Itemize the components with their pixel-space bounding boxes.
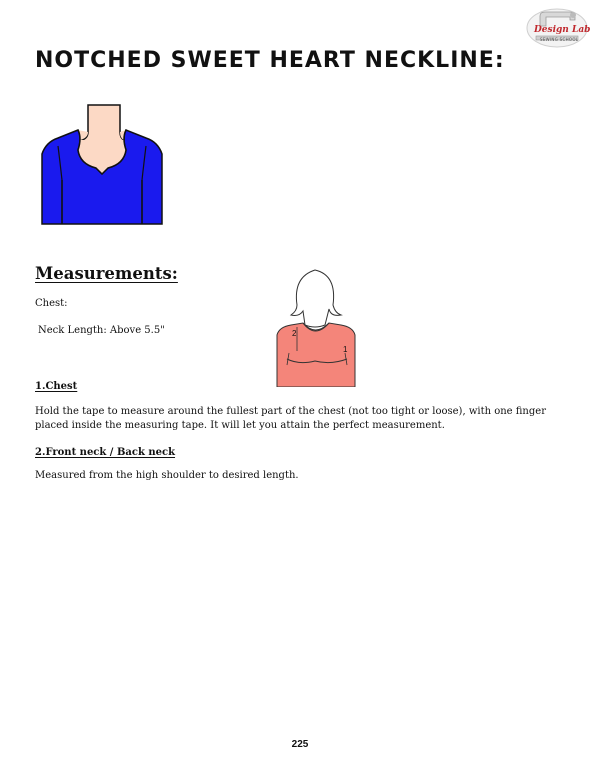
logo-brand-text: Design Lab [534, 25, 591, 35]
neck-length-label: Neck Length: Above 5.5" [38, 325, 165, 336]
instruction-heading-neck: 2.Front neck / Back neck [35, 447, 176, 458]
figure-label-1: 1 [343, 345, 348, 354]
notched-sweetheart-neckline-illustration [38, 100, 166, 228]
instruction-text-chest: Hold the tape to measure around the fullest part of the chest (not too tight or loose), with one finger placed inside the measuring tape. It will let you attain the perfect measurement. [35, 406, 546, 431]
section-heading: Measurements: [35, 264, 178, 283]
page-title: NOTCHED SWEET HEART NECKLINE: [35, 48, 505, 73]
brand-logo [526, 6, 591, 48]
instruction-heading-chest: 1.Chest [35, 381, 78, 392]
page-number: 225 [291, 739, 309, 750]
measurement-figure [275, 265, 357, 387]
logo-tagline: SEWING SCHOOL [540, 37, 579, 42]
figure-label-2: 2 [292, 329, 297, 338]
instruction-text-neck: Measured from the high shoulder to desired length. [35, 470, 299, 481]
chest-label: Chest: [35, 298, 68, 309]
